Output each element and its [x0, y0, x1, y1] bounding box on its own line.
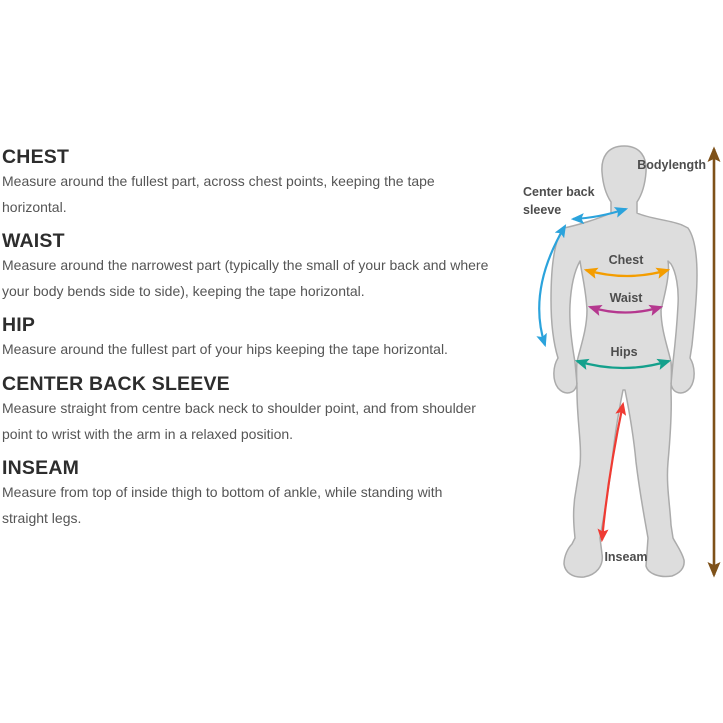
- section-heading-chest: CHEST: [2, 146, 70, 168]
- waist-label: Waist: [609, 291, 643, 305]
- section-heading-inseam: INSEAM: [2, 457, 80, 479]
- section-center-back-sleeve: [2, 374, 518, 447]
- section-text-line: Measure straight from centre back neck to shoulder point, and from shoulder: [2, 400, 476, 416]
- section-text-line: Measure from top of inside thigh to bottom of ankle, while standing with: [2, 484, 443, 500]
- center-back-sleeve-label-line1: Center back: [523, 185, 595, 199]
- section-text-line: straight legs.: [2, 510, 82, 526]
- body-measurement-diagram: [520, 140, 723, 590]
- hips-label: Hips: [610, 345, 638, 359]
- section-heading-hip: HIP: [2, 314, 36, 336]
- section-hip: [2, 315, 518, 362]
- section-heading-waist: WAIST: [2, 230, 65, 252]
- section-text-line: your body bends side to side), keeping the tape horizontal.: [2, 283, 365, 299]
- section-text-line: Measure around the fullest part, across chest points, keeping the tape: [2, 173, 435, 189]
- section-chest: [2, 147, 518, 220]
- section-text-line: point to wrist with the arm in a relaxed position.: [2, 426, 294, 442]
- chest-label: Chest: [608, 253, 644, 267]
- center-back-sleeve-label-line2: sleeve: [523, 203, 562, 217]
- inseam-label: Inseam: [604, 550, 648, 564]
- section-waist: [2, 231, 518, 304]
- section-text-line: Measure around the fullest part of your hips keeping the tape horizontal.: [2, 341, 448, 357]
- section-inseam: [2, 458, 518, 531]
- bodylength-label: Bodylength: [637, 158, 706, 172]
- section-text-line: Measure around the narrowest part (typically the small of your back and where: [2, 257, 489, 273]
- section-heading-center-back-sleeve: CENTER BACK SLEEVE: [2, 373, 230, 395]
- section-text-line: horizontal.: [2, 199, 67, 215]
